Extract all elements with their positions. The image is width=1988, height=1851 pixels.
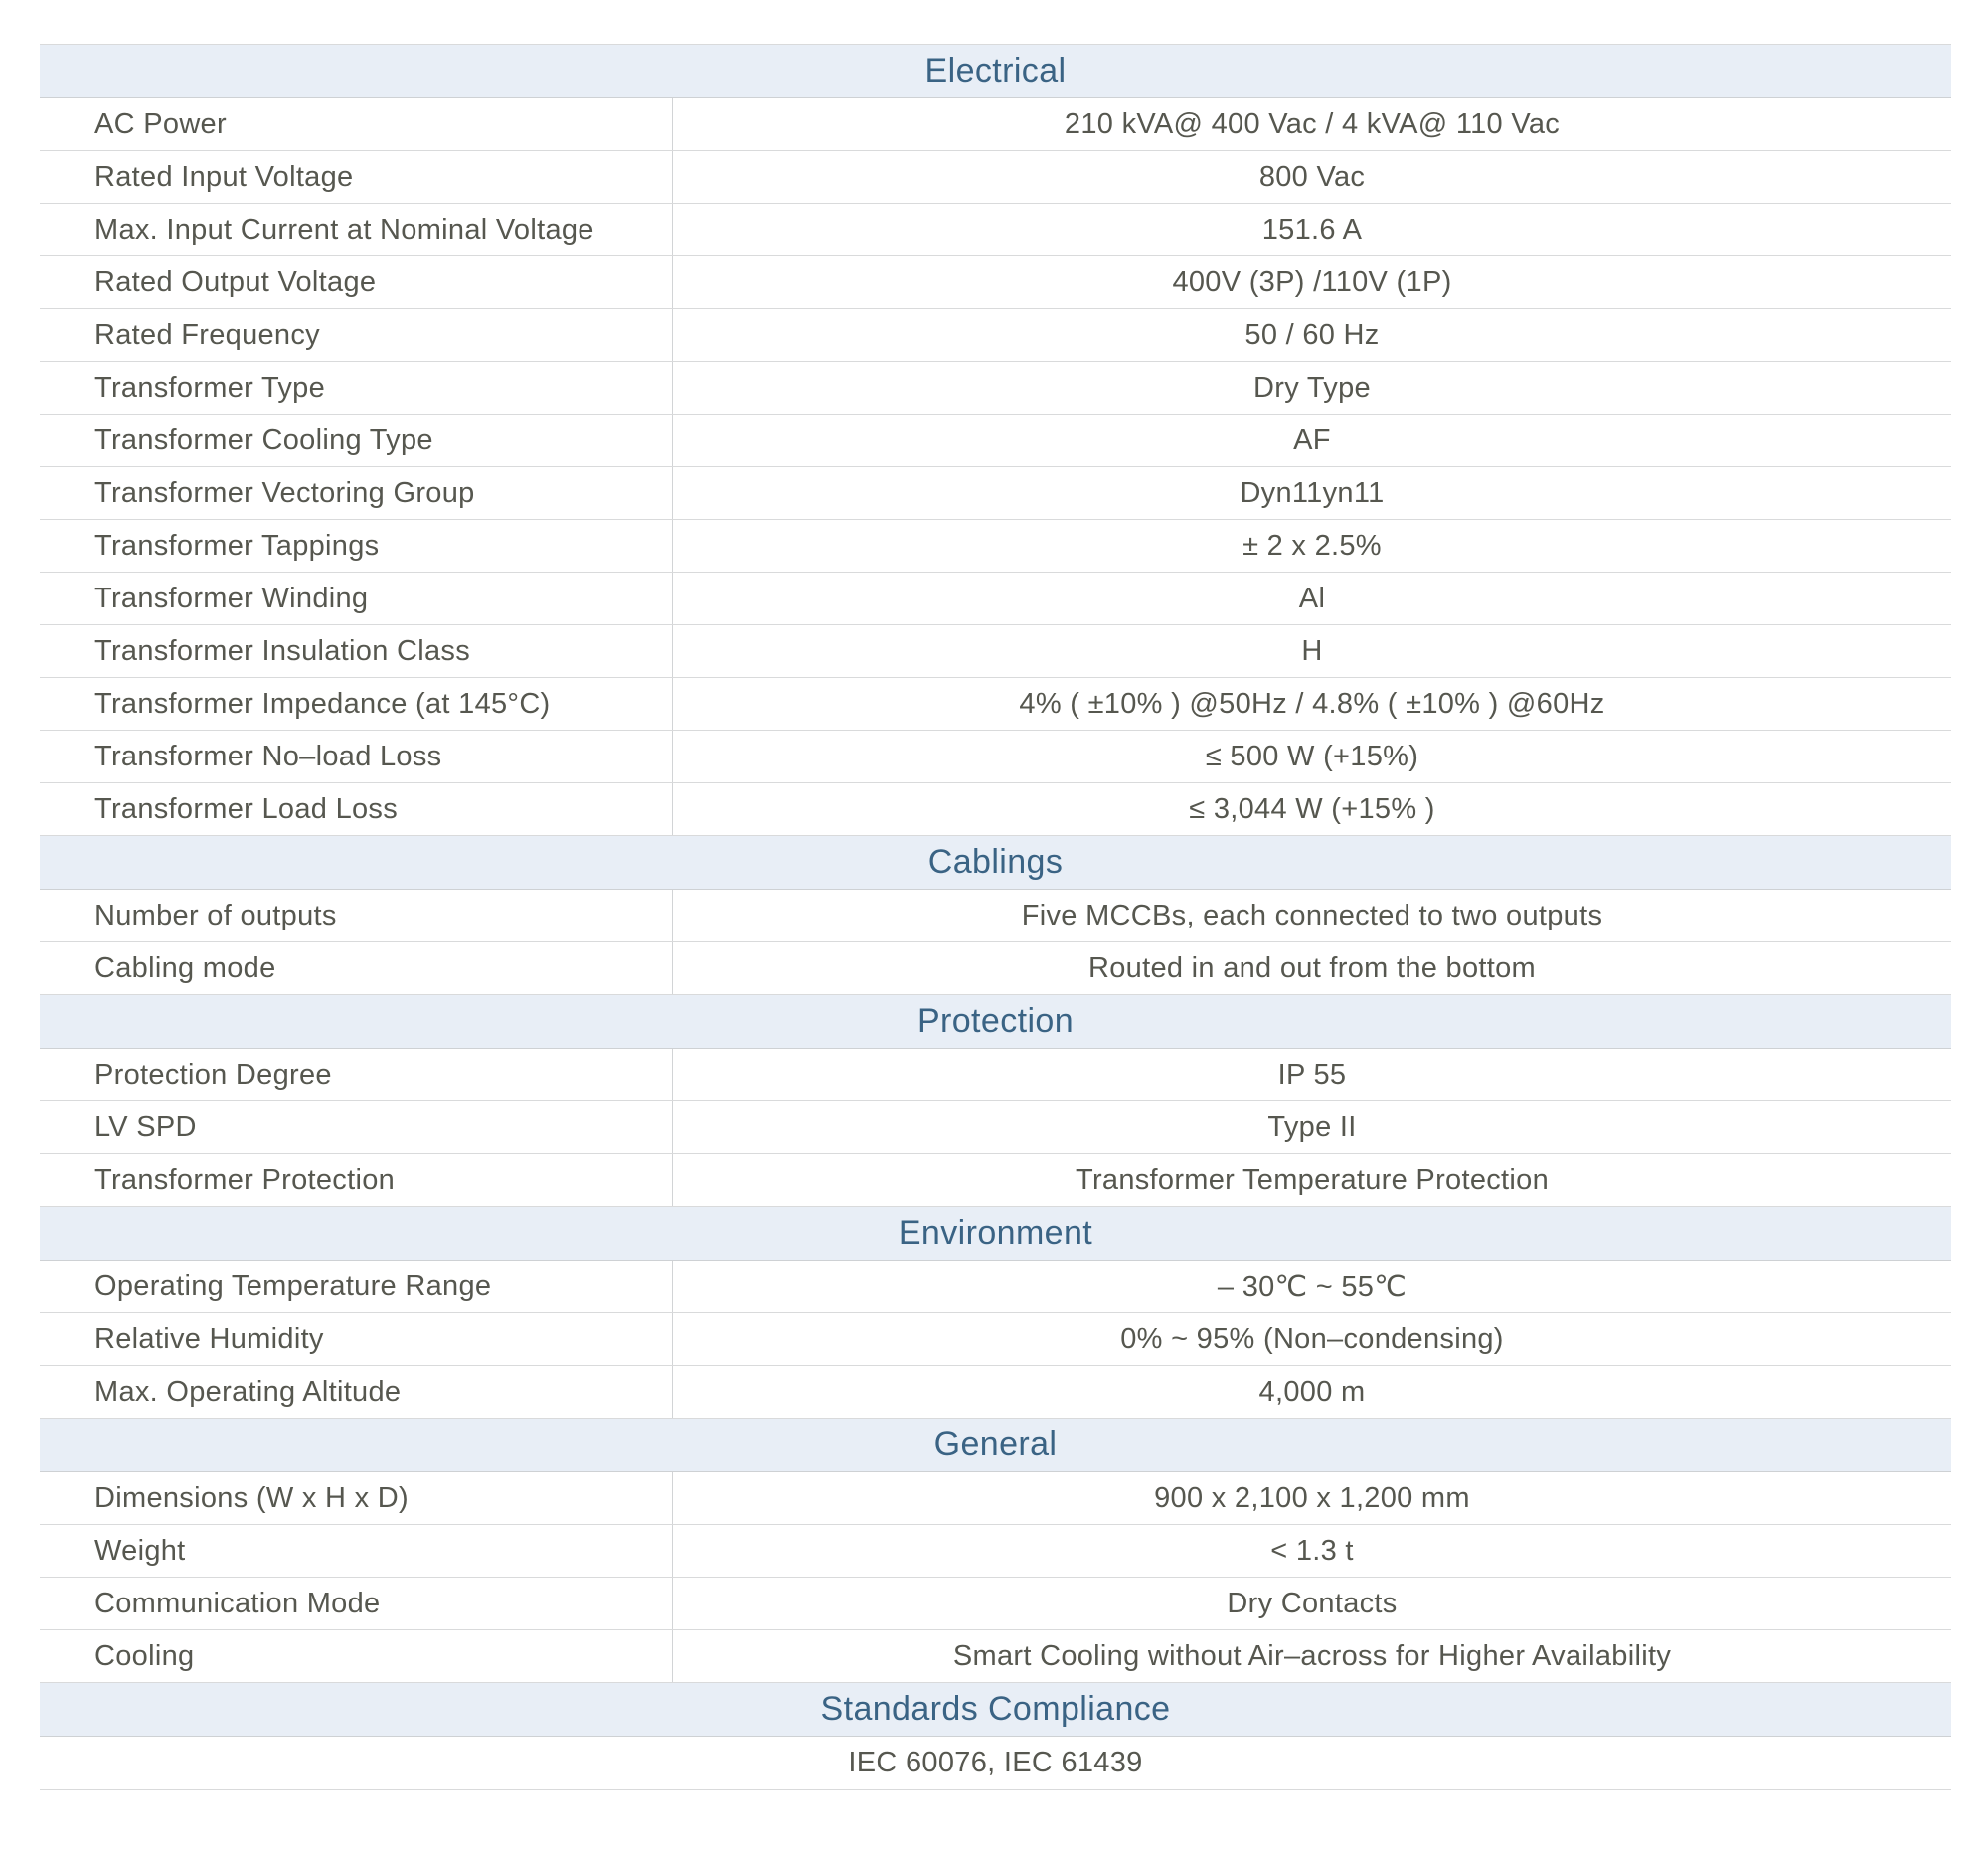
spec-value: ± 2 x 2.5% (1242, 529, 1382, 562)
spec-label: Communication Mode (40, 1578, 673, 1629)
spec-row-lv-spd (40, 1101, 1951, 1154)
spec-row-operating-temperature-range (40, 1261, 1951, 1313)
spec-value: AF (1293, 423, 1331, 456)
spec-value: Transformer Temperature Protection (1076, 1163, 1549, 1196)
spec-label: Max. Input Current at Nominal Voltage (40, 204, 673, 255)
spec-row-rated-input-voltage (40, 151, 1951, 204)
spec-row-ac-power (40, 98, 1951, 151)
spec-value: Dry Type (1253, 371, 1371, 404)
section-header-electrical (40, 45, 1951, 98)
section-title: General (933, 1426, 1058, 1463)
spec-value: ≤ 500 W (+15%) (1205, 740, 1419, 772)
spec-label: AC Power (40, 98, 673, 150)
spec-row-relative-humidity (40, 1313, 1951, 1366)
spec-label: Protection Degree (40, 1049, 673, 1100)
spec-row-transformer-protection (40, 1154, 1951, 1207)
spec-value: 900 x 2,100 x 1,200 mm (1154, 1481, 1470, 1514)
spec-row-number-of-outputs (40, 890, 1951, 942)
spec-value: H (1301, 634, 1323, 667)
spec-row-communication-mode (40, 1578, 1951, 1630)
section-header-standards-compliance (40, 1683, 1951, 1737)
spec-label: LV SPD (40, 1101, 673, 1153)
section-header-environment (40, 1207, 1951, 1261)
spec-label: Transformer No–load Loss (40, 731, 673, 782)
spec-row-transformer-vectoring-group (40, 467, 1951, 520)
spec-row-rated-output-voltage (40, 256, 1951, 309)
spec-label: Weight (40, 1525, 673, 1577)
spec-label: Operating Temperature Range (40, 1261, 673, 1312)
spec-value: 151.6 A (1261, 213, 1363, 246)
spec-row-cabling-mode (40, 942, 1951, 995)
spec-row-transformer-insulation-class (40, 625, 1951, 678)
spec-table (40, 44, 1951, 1790)
spec-row-transformer-tappings (40, 520, 1951, 573)
section-title: Environment (898, 1214, 1093, 1252)
spec-label: Dimensions (W x H x D) (40, 1472, 673, 1524)
spec-row-rated-frequency (40, 309, 1951, 362)
section-header-protection (40, 995, 1951, 1049)
spec-value: Al (1298, 582, 1326, 614)
section-title: Standards Compliance (820, 1690, 1171, 1728)
spec-row-cooling (40, 1630, 1951, 1683)
spec-value: ≤ 3,044 W (+15% ) (1189, 792, 1435, 825)
spec-value: 0% ~ 95% (Non–condensing) (1120, 1322, 1504, 1355)
spec-value: Five MCCBs, each connected to two outputs (1021, 899, 1603, 931)
spec-row-weight (40, 1525, 1951, 1578)
spec-value: Type II (1267, 1110, 1357, 1143)
spec-row-max-operating-altitude (40, 1366, 1951, 1419)
spec-label: Rated Frequency (40, 309, 673, 361)
spec-label: Transformer Cooling Type (40, 415, 673, 466)
spec-value: Smart Cooling without Air–across for Higher Availability (952, 1639, 1672, 1672)
spec-value: 50 / 60 Hz (1244, 318, 1380, 351)
spec-label: Rated Output Voltage (40, 256, 673, 308)
spec-value: 4,000 m (1258, 1375, 1366, 1408)
spec-row-dimensions-w-x-h-x-d (40, 1472, 1951, 1525)
spec-value: – 30℃ ~ 55℃ (1217, 1270, 1408, 1303)
standards-value-row (40, 1737, 1951, 1790)
spec-value: 800 Vac (1258, 160, 1366, 193)
spec-label: Transformer Tappings (40, 520, 673, 572)
section-header-cablings (40, 836, 1951, 890)
section-header-general (40, 1419, 1951, 1472)
spec-value: 4% ( ±10% ) @50Hz / 4.8% ( ±10% ) @60Hz (1019, 687, 1605, 720)
spec-label: Max. Operating Altitude (40, 1366, 673, 1418)
spec-value: Dry Contacts (1227, 1587, 1398, 1619)
spec-label: Cabling mode (40, 942, 673, 994)
spec-label: Number of outputs (40, 890, 673, 941)
standards-value: IEC 60076, IEC 61439 (848, 1747, 1143, 1778)
spec-row-transformer-impedance-at-145-c (40, 678, 1951, 731)
spec-value: 210 kVA@ 400 Vac / 4 kVA@ 110 Vac (1064, 107, 1561, 140)
spec-row-transformer-cooling-type (40, 415, 1951, 467)
spec-label: Transformer Load Loss (40, 783, 673, 835)
spec-row-transformer-winding (40, 573, 1951, 625)
spec-row-max-input-current-at-nominal-voltage (40, 204, 1951, 256)
section-title: Electrical (924, 52, 1067, 89)
spec-label: Cooling (40, 1630, 673, 1682)
spec-label: Transformer Impedance (at 145°C) (40, 678, 673, 730)
spec-label: Transformer Winding (40, 573, 673, 624)
spec-label: Rated Input Voltage (40, 151, 673, 203)
spec-label: Transformer Type (40, 362, 673, 414)
spec-label: Transformer Insulation Class (40, 625, 673, 677)
spec-row-transformer-type (40, 362, 1951, 415)
spec-value: IP 55 (1277, 1058, 1347, 1091)
spec-value: Routed in and out from the bottom (1088, 951, 1536, 984)
section-title: Cablings (927, 843, 1064, 881)
spec-row-transformer-load-loss (40, 783, 1951, 836)
spec-label: Transformer Vectoring Group (40, 467, 673, 519)
spec-value: Dyn11yn11 (1240, 476, 1385, 509)
spec-value: < 1.3 t (1270, 1534, 1354, 1567)
spec-value: 400V (3P) /110V (1P) (1172, 265, 1452, 298)
spec-row-protection-degree (40, 1049, 1951, 1101)
spec-row-transformer-no-load-loss (40, 731, 1951, 783)
spec-label: Relative Humidity (40, 1313, 673, 1365)
spec-label: Transformer Protection (40, 1154, 673, 1206)
section-title: Protection (916, 1002, 1075, 1040)
